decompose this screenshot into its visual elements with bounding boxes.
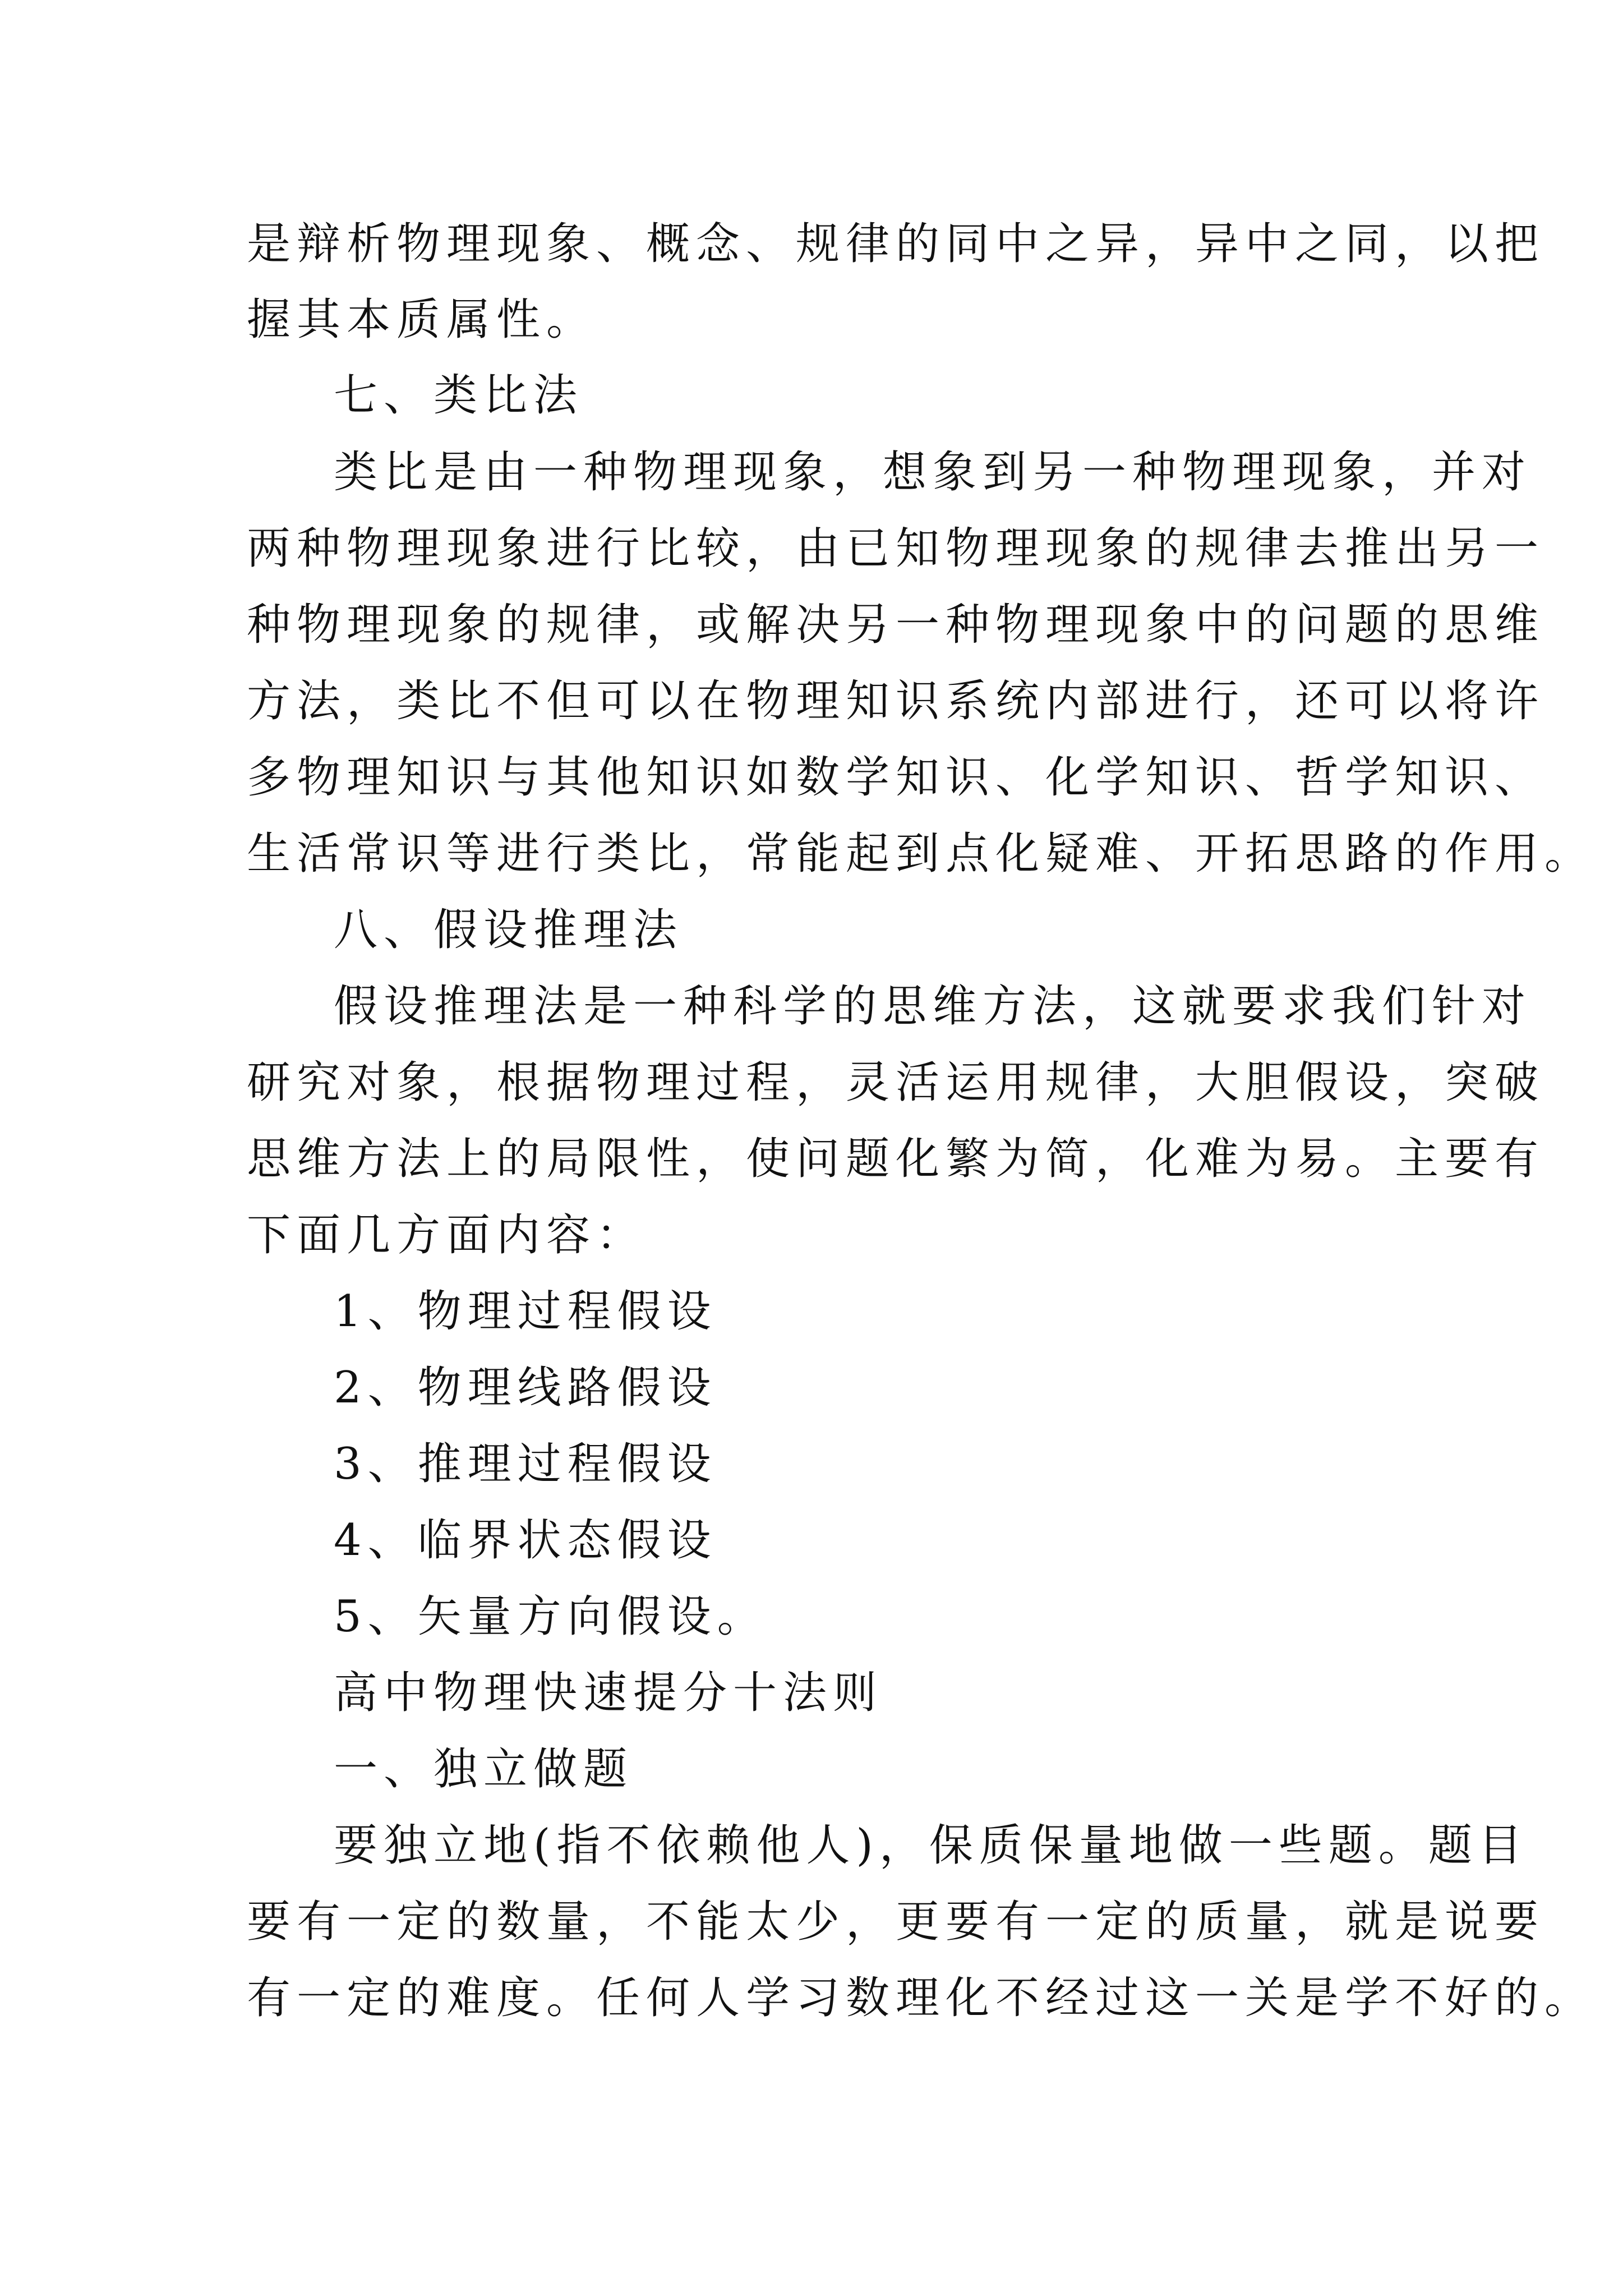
paragraph-line: 方法，类比不但可以在物理知识系统内部进行，还可以将许 (247, 676, 1545, 726)
paragraph-line: 多物理知识与其他知识如数学知识、化学知识、哲学知识、 (247, 752, 1545, 803)
paragraph-line: 生活常识等进行类比，常能起到点化疑难、开拓思路的作用。 (247, 829, 1595, 879)
paragraph-line: 种物理现象的规律，或解决另一种物理现象中的问题的思维 (247, 600, 1545, 650)
paragraph-line: 要有一定的数量，不能太少，更要有一定的质量，就是说要 (247, 1897, 1545, 1947)
list-item: 1、物理过程假设 (334, 1286, 717, 1337)
list-item: 2、物理线路假设 (334, 1363, 717, 1413)
section-title: 高中物理快速提分十法则 (334, 1668, 883, 1718)
paragraph-line: 类比是由一种物理现象，想象到另一种物理现象，并对 (334, 447, 1532, 498)
section-heading: 七、类比法 (334, 370, 584, 421)
paragraph-line: 假设推理法是一种科学的思维方法，这就要求我们针对 (334, 981, 1532, 1032)
paragraph-line: 有一定的难度。任何人学习数理化不经过这一关是学不好的。 (247, 1973, 1595, 2023)
paragraph-line: 是辩析物理现象、概念、规律的同中之异，异中之同，以把 (247, 219, 1545, 269)
section-heading: 一、独立做题 (334, 1744, 634, 1795)
list-item: 5、矢量方向假设。 (334, 1591, 767, 1642)
list-item: 4、临界状态假设 (334, 1515, 717, 1566)
paragraph-line: 研究对象，根据物理过程，灵活运用规律，大胆假设，突破 (247, 1057, 1545, 1108)
paragraph-line: 思维方法上的局限性，使问题化繁为简，化难为易。主要有 (247, 1134, 1545, 1184)
paragraph-line: 握其本质属性。 (247, 295, 597, 345)
paragraph-line: 两种物理现象进行比较，由已知物理现象的规律去推出另一 (247, 523, 1545, 574)
section-heading: 八、假设推理法 (334, 905, 684, 955)
list-item: 3、推理过程假设 (334, 1439, 717, 1489)
paragraph-line: 下面几方面内容： (247, 1210, 647, 1260)
paragraph-line: 要独立地(指不依赖他人)，保质保量地做一些题。题目 (334, 1820, 1528, 1871)
